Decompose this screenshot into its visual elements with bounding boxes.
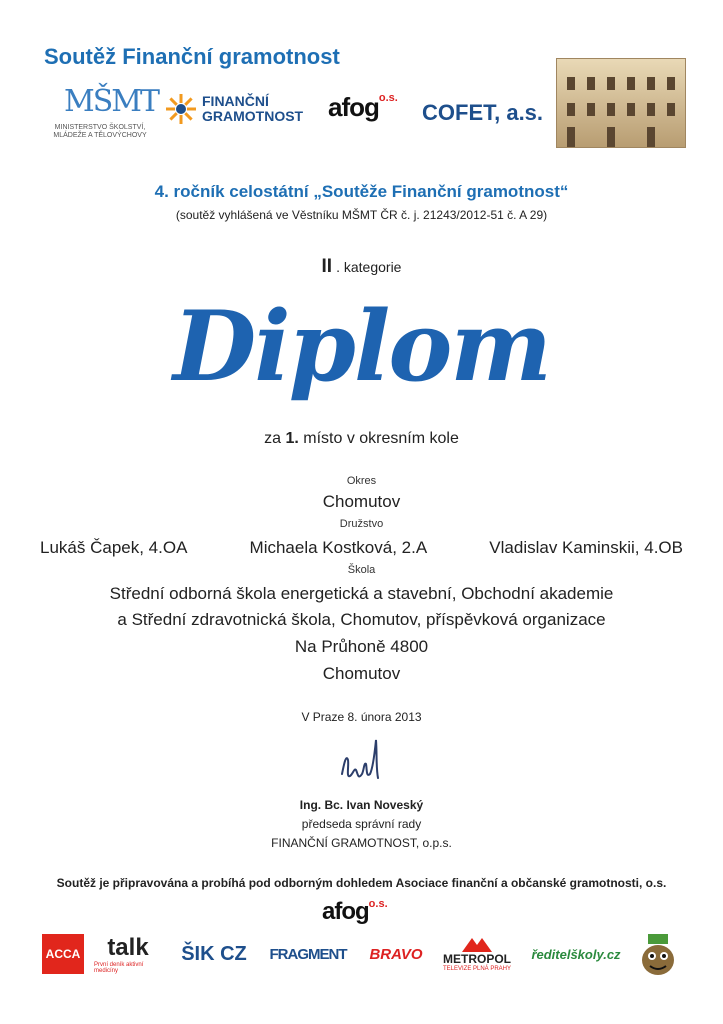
window	[607, 127, 615, 147]
afog-footer-logo	[322, 898, 388, 926]
afog-suffix: o.s.	[378, 92, 398, 104]
team-label: Družstvo	[339, 518, 384, 530]
competition-title: 4. ročník celostátní „Soutěže Finanční gramotnost“	[154, 182, 569, 201]
category-text: . kategorie	[336, 259, 402, 275]
window	[647, 103, 655, 116]
team-members	[30, 538, 693, 558]
metropol-mountain-icon	[462, 936, 492, 952]
signatory-organization: FINANČNÍ GRAMOTNOST, o.p.s.	[271, 836, 452, 850]
window	[627, 103, 635, 116]
sik-cz-logo: ŠIK CZ	[181, 942, 247, 965]
team-member: Lukáš Čapek, 4.OA	[40, 538, 188, 557]
category-roman: II	[321, 256, 333, 277]
footer-note: Soutěž je připravována a probíhá pod odborným dohledem Asociace finanční a občanské gramotnosti, o.s.	[56, 876, 667, 890]
cofet-logo: COFET, a.s.	[422, 100, 544, 125]
window	[567, 77, 575, 90]
issue-date: V Praze 8. února 2013	[301, 710, 422, 724]
window	[607, 103, 615, 116]
signature-image	[336, 734, 386, 788]
window	[587, 77, 595, 90]
team-member: Vladislav Kaminskii, 4.OB	[489, 538, 683, 557]
window	[647, 77, 655, 90]
header-title: Soutěž Finanční gramotnost	[44, 44, 340, 69]
talk-logo	[94, 932, 162, 976]
window	[567, 127, 575, 147]
afog-suffix: o.s.	[368, 898, 388, 910]
sunburst-icon	[166, 94, 196, 124]
msmt-text	[40, 124, 160, 140]
fg-line2: GRAMOTNOST	[202, 108, 304, 124]
financni-gramotnost-logo	[166, 92, 316, 132]
competition-announcement: (soutěž vyhlášená ve Věstníku MŠMT ČR č. j. 21243/2012-51 č. A 29)	[175, 208, 548, 222]
school-city: Chomutov	[322, 664, 401, 683]
school-label: Škola	[347, 564, 376, 576]
award-suffix: místo v okresním kole	[298, 430, 459, 447]
award-place: 1.	[285, 430, 299, 447]
signatory-name: Ing. Bc. Ivan Noveský	[299, 798, 424, 812]
afog-wordmark: afog	[322, 898, 369, 925]
window	[567, 103, 575, 116]
school-name-line1: Střední odborná škola energetická a stavební, Obchodní akademie	[109, 584, 614, 603]
window	[667, 77, 675, 90]
afog-wordmark: afog	[328, 92, 379, 122]
talk-wordmark: talk	[107, 934, 149, 961]
acca-logo: ACCA	[42, 934, 84, 974]
msmt-mark: MŠMT	[64, 84, 158, 119]
fragment-logo: FRAGMENT	[269, 945, 347, 963]
fg-text	[202, 94, 303, 124]
msmt-line1: MINISTERSTVO ŠKOLSTVÍ,	[54, 124, 146, 131]
school-name-line2: a Střední zdravotnická škola, Chomutov, příspěvková organizace	[117, 610, 606, 629]
talk-tagline: První deník aktivní medicíny	[94, 962, 144, 974]
award-line	[0, 430, 723, 448]
bravo-logo: BRAVO	[369, 945, 423, 963]
window	[647, 127, 655, 147]
diploma-title: Diplom	[173, 290, 550, 403]
window	[627, 77, 635, 90]
afog-logo	[328, 92, 398, 123]
mascot-icon	[638, 932, 678, 976]
district-label: Okres	[346, 475, 377, 487]
category	[0, 256, 723, 278]
msmt-line2: MLÁDEŽE A TĚLOVÝCHOVY	[53, 132, 147, 139]
school-street: Na Průhoně 4800	[294, 637, 429, 656]
window	[587, 103, 595, 116]
metropol-logo	[442, 932, 512, 976]
window	[667, 103, 675, 116]
metropol-tagline: TELEVIZE PLNÁ PRAHY	[442, 966, 512, 972]
fg-line1: FINANČNÍ	[202, 93, 269, 109]
team-member: Michaela Kostková, 2.A	[249, 538, 428, 557]
window	[607, 77, 615, 90]
building-photo	[556, 58, 686, 148]
award-prefix: za	[264, 430, 286, 447]
metropol-wordmark: METROPOL	[443, 952, 511, 966]
reditel-skoly-logo: ředitelškoly.cz	[531, 946, 621, 962]
signatory-role: předseda správní rady	[301, 817, 422, 831]
district-value: Chomutov	[322, 492, 401, 511]
